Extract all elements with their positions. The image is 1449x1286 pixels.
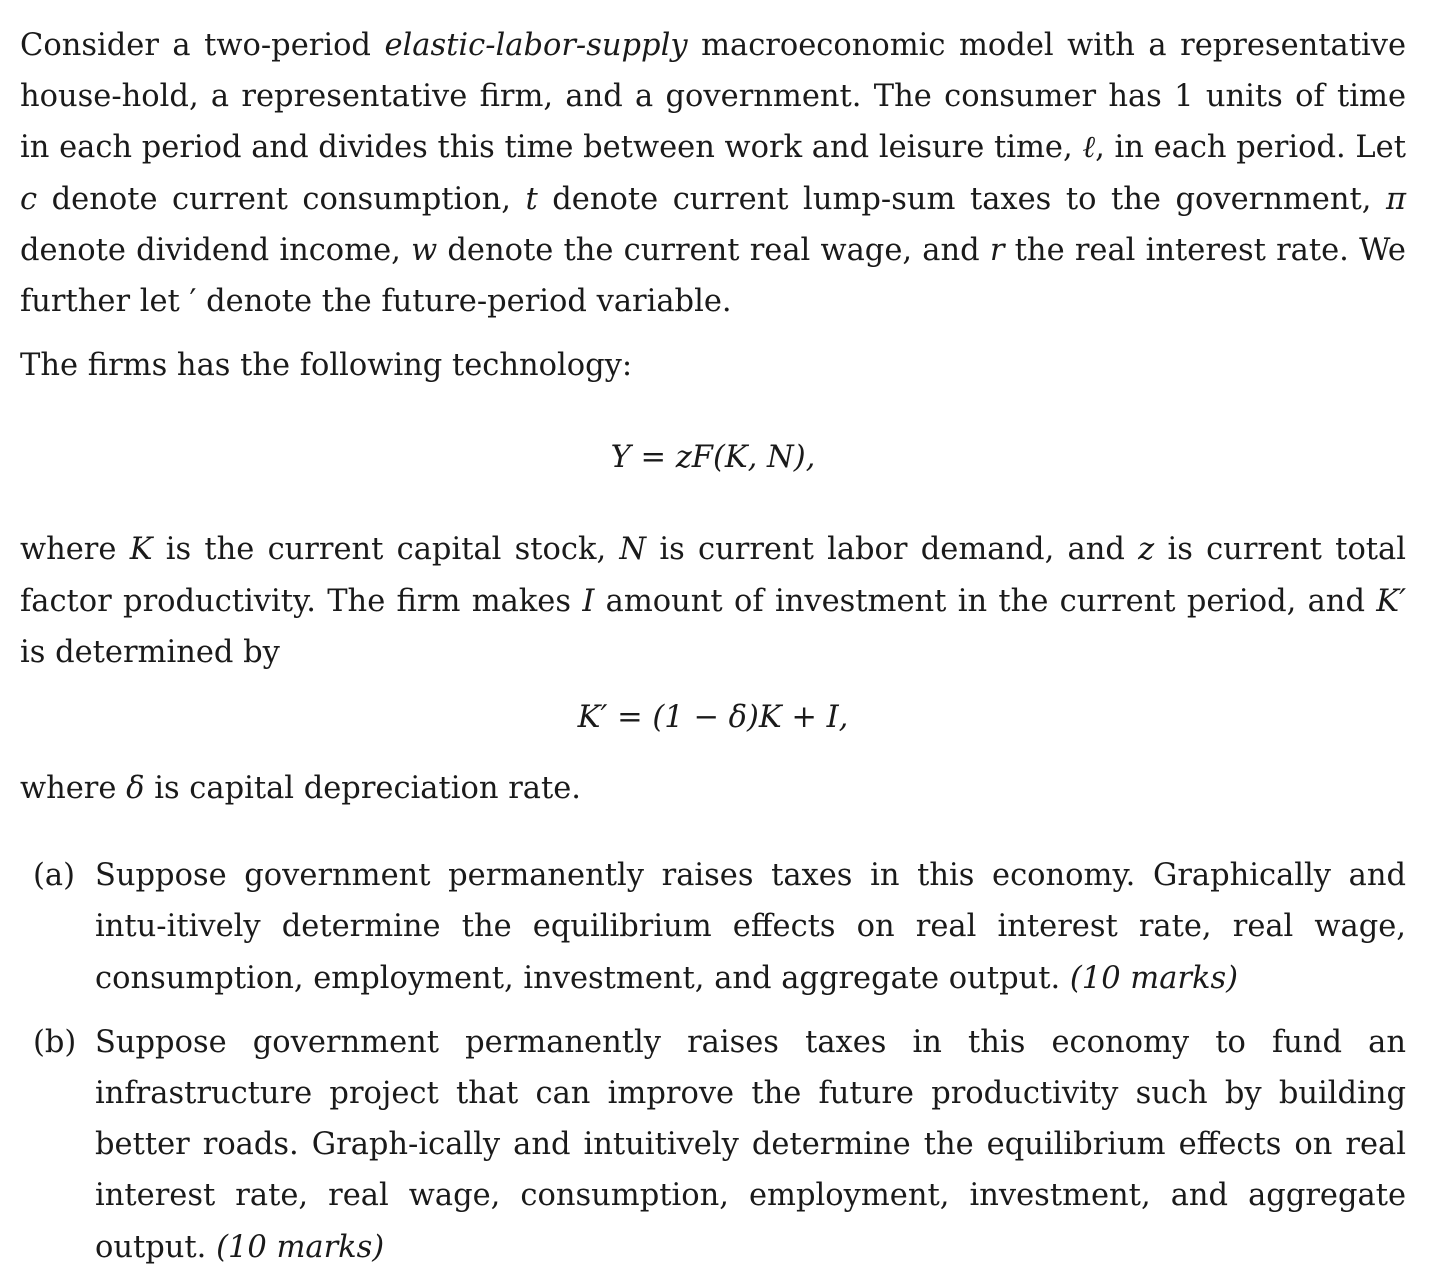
investment-symbol: I xyxy=(582,583,595,619)
leisure-symbol: ℓ xyxy=(1082,130,1096,166)
question-text: Suppose government permanently raises taxes in this economy. Graphically and intu-itively determine the equilibrium effects on real interest rate, real wage, consumption, employment, investment, and aggregate output. xyxy=(95,858,1406,996)
technology-intro: The firms has the following technology: xyxy=(20,348,633,384)
intro-text: denote dividend income, xyxy=(20,232,412,268)
text: where xyxy=(20,532,130,568)
prime-symbol: ′ xyxy=(189,284,197,320)
question-marks: (10 marks) xyxy=(1069,960,1239,996)
intro-text: denote current consumption, xyxy=(37,181,526,217)
intro-text: macroeconomic model with a representative house-hold, a representative firm, and a government. The consumer has 1 units of time in each period and divides this time between work and leisure time, xyxy=(20,28,1406,166)
question-text: Suppose government permanently raises taxes in this economy to fund an infrastructure project that can improve the future productivity such by building better roads. Graph-ically and intuitively determine the equilibrium effects on real interest rate, real wage, consumption, employment, investment, and aggregate output. xyxy=(95,1024,1406,1265)
question-list xyxy=(20,850,1406,1273)
model-name: elastic-labor-supply xyxy=(384,28,688,63)
labor-symbol: N xyxy=(619,532,647,568)
intro-text: denote current lump-sum taxes to the government, xyxy=(537,181,1386,217)
production-function-equation: Y = zF(K, N), xyxy=(610,440,816,476)
text: is determined by xyxy=(20,634,280,670)
text: amount of investment in the current period, and xyxy=(594,583,1377,619)
capital-accumulation-equation: K′ = (1 − δ)K + I, xyxy=(577,700,849,736)
intro-text: denote the current real wage, and xyxy=(437,232,990,268)
dividend-symbol: π xyxy=(1385,181,1406,217)
intro-text: denote the future-period variable. xyxy=(196,284,732,320)
tax-symbol: t xyxy=(525,181,538,217)
intro-text: , in each period. Let xyxy=(1095,130,1406,166)
question-a xyxy=(33,850,1406,1004)
question-label: (b) xyxy=(33,1024,77,1060)
where-paragraph-2 xyxy=(20,763,1406,814)
wage-symbol: w xyxy=(411,232,438,268)
text: is capital depreciation rate. xyxy=(144,771,581,807)
question-marks: (10 marks) xyxy=(216,1229,385,1265)
intro-text: Consider a two-period xyxy=(20,28,385,63)
consumption-symbol: c xyxy=(20,181,38,217)
depreciation-symbol: δ xyxy=(126,771,145,807)
text: is the current capital stock, xyxy=(152,532,620,568)
intro-text: the real interest rate. We further let xyxy=(20,232,1406,320)
productivity-symbol: z xyxy=(1138,532,1155,568)
future-capital-symbol: K′ xyxy=(1376,583,1406,619)
interest-rate-symbol: r xyxy=(989,232,1005,268)
question-label: (a) xyxy=(33,858,75,894)
document-page xyxy=(20,20,1406,1286)
capital-symbol: K xyxy=(129,532,153,568)
text: is current total factor productivity. The firm makes xyxy=(20,532,1406,619)
text: where xyxy=(20,771,127,807)
where-paragraph-1 xyxy=(20,524,1406,678)
intro-paragraph xyxy=(20,20,1406,327)
text: is current labor demand, and xyxy=(646,532,1139,568)
question-b xyxy=(33,1017,1406,1273)
